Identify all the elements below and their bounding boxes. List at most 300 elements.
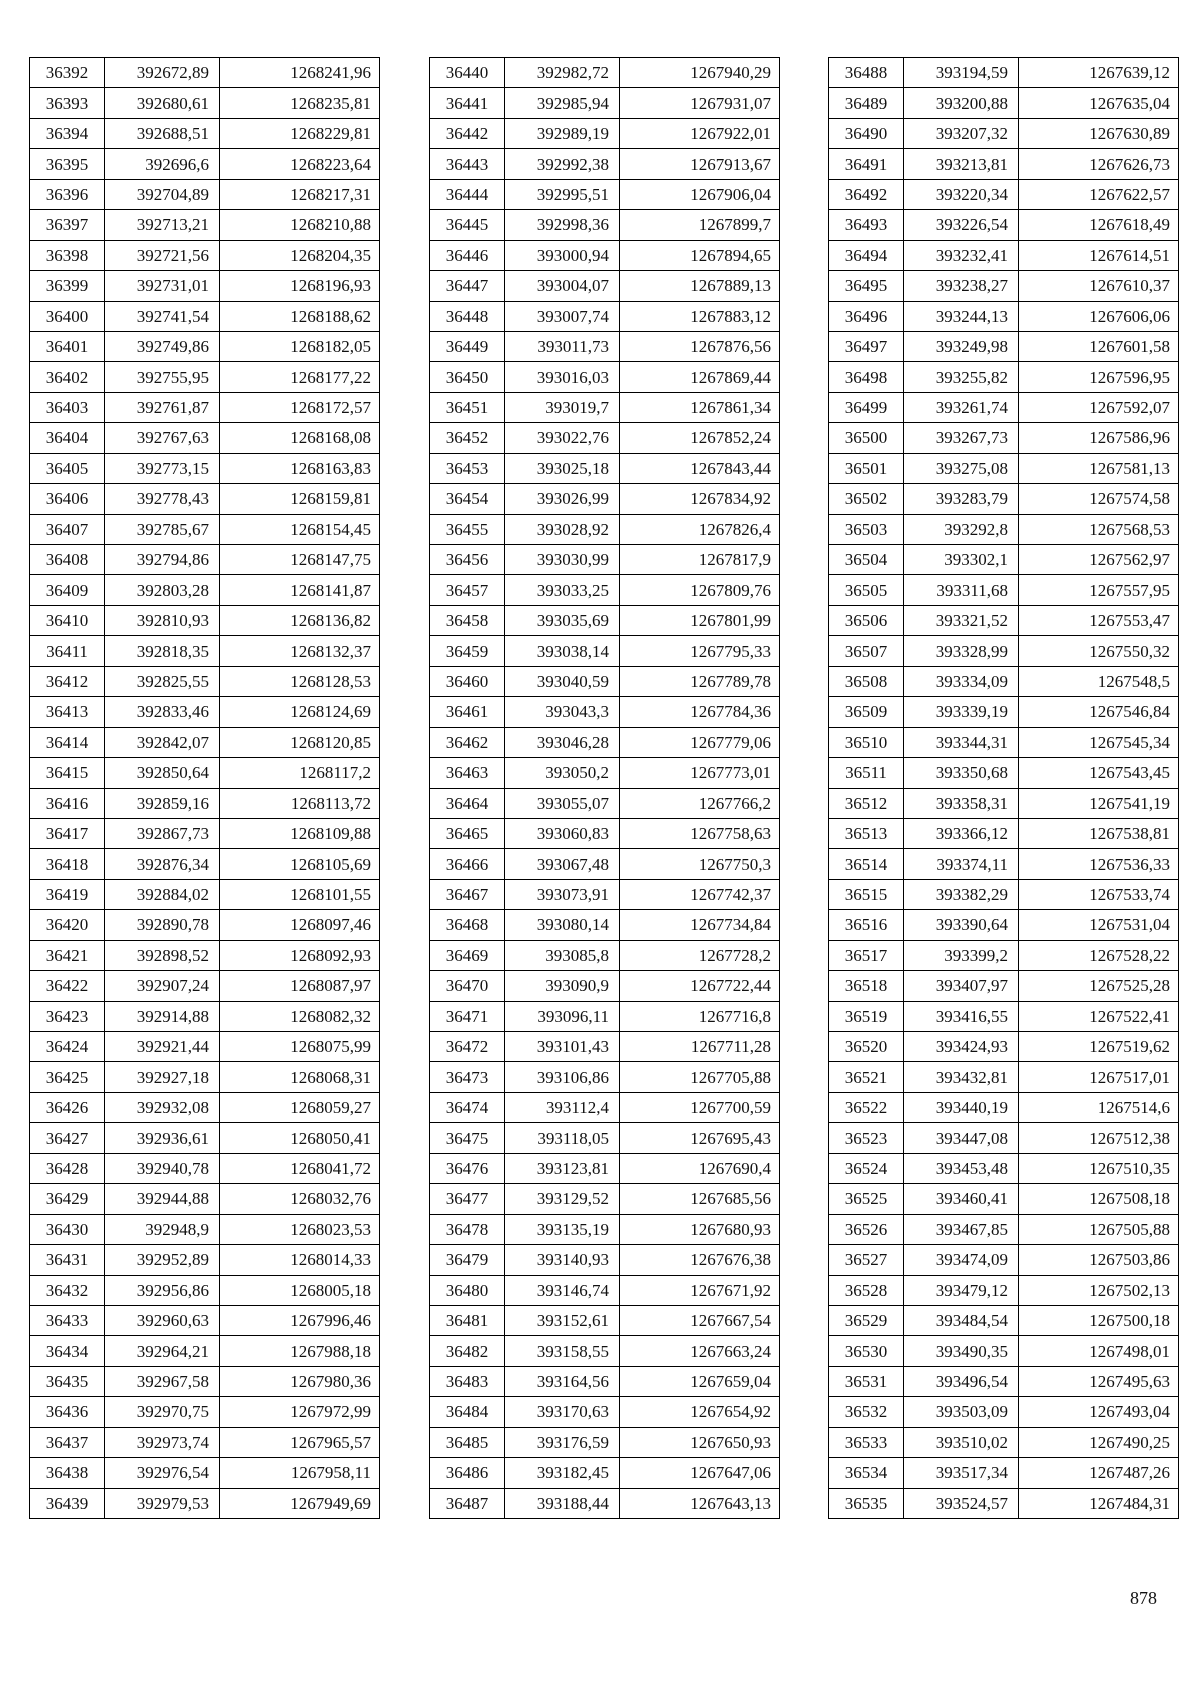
table-row bbox=[430, 423, 780, 453]
table-row bbox=[430, 331, 780, 361]
y-coordinate-cell: 1267663,24 bbox=[620, 1336, 780, 1366]
point-number-cell: 36522 bbox=[829, 1092, 904, 1122]
table-row bbox=[829, 1488, 1179, 1518]
point-number-cell: 36409 bbox=[30, 575, 105, 605]
y-coordinate-cell: 1268097,46 bbox=[220, 910, 380, 940]
x-coordinate-cell: 393170,63 bbox=[505, 1397, 620, 1427]
point-number-cell: 36531 bbox=[829, 1366, 904, 1396]
y-coordinate-cell: 1267705,88 bbox=[620, 1062, 780, 1092]
x-coordinate-cell: 393344,31 bbox=[904, 727, 1019, 757]
y-coordinate-cell: 1268087,97 bbox=[220, 971, 380, 1001]
point-number-cell: 36514 bbox=[829, 849, 904, 879]
point-number-cell: 36426 bbox=[30, 1092, 105, 1122]
table-row bbox=[30, 1336, 380, 1366]
y-coordinate-cell: 1267690,4 bbox=[620, 1153, 780, 1183]
point-number-cell: 36440 bbox=[430, 58, 505, 88]
y-coordinate-cell: 1267508,18 bbox=[1019, 1184, 1179, 1214]
coordinate-table-1 bbox=[29, 57, 380, 1519]
x-coordinate-cell: 393490,35 bbox=[904, 1336, 1019, 1366]
point-number-cell: 36491 bbox=[829, 149, 904, 179]
y-coordinate-cell: 1268196,93 bbox=[220, 271, 380, 301]
table-row bbox=[430, 545, 780, 575]
y-coordinate-cell: 1267834,92 bbox=[620, 484, 780, 514]
y-coordinate-cell: 1267779,06 bbox=[620, 727, 780, 757]
x-coordinate-cell: 393213,81 bbox=[904, 149, 1019, 179]
x-coordinate-cell: 393496,54 bbox=[904, 1366, 1019, 1396]
point-number-cell: 36412 bbox=[30, 666, 105, 696]
y-coordinate-cell: 1268032,76 bbox=[220, 1184, 380, 1214]
table-row bbox=[829, 1062, 1179, 1092]
table-row bbox=[829, 727, 1179, 757]
x-coordinate-cell: 392998,36 bbox=[505, 210, 620, 240]
table-row bbox=[829, 1184, 1179, 1214]
x-coordinate-cell: 393302,1 bbox=[904, 545, 1019, 575]
y-coordinate-cell: 1267773,01 bbox=[620, 758, 780, 788]
point-number-cell: 36515 bbox=[829, 879, 904, 909]
point-number-cell: 36436 bbox=[30, 1397, 105, 1427]
x-coordinate-cell: 392850,64 bbox=[105, 758, 220, 788]
y-coordinate-cell: 1267548,5 bbox=[1019, 666, 1179, 696]
point-number-cell: 36497 bbox=[829, 331, 904, 361]
table-row bbox=[30, 1092, 380, 1122]
x-coordinate-cell: 393019,7 bbox=[505, 392, 620, 422]
table-row bbox=[430, 58, 780, 88]
y-coordinate-cell: 1268223,64 bbox=[220, 149, 380, 179]
y-coordinate-cell: 1267503,86 bbox=[1019, 1245, 1179, 1275]
y-coordinate-cell: 1267940,29 bbox=[620, 58, 780, 88]
x-coordinate-cell: 392944,88 bbox=[105, 1184, 220, 1214]
point-number-cell: 36431 bbox=[30, 1245, 105, 1275]
point-number-cell: 36428 bbox=[30, 1153, 105, 1183]
y-coordinate-cell: 1267654,92 bbox=[620, 1397, 780, 1427]
point-number-cell: 36418 bbox=[30, 849, 105, 879]
x-coordinate-cell: 392688,51 bbox=[105, 118, 220, 148]
x-coordinate-cell: 393090,9 bbox=[505, 971, 620, 1001]
x-coordinate-cell: 393407,97 bbox=[904, 971, 1019, 1001]
x-coordinate-cell: 393067,48 bbox=[505, 849, 620, 879]
y-coordinate-cell: 1267980,36 bbox=[220, 1366, 380, 1396]
table-row bbox=[30, 1488, 380, 1518]
table-row bbox=[30, 545, 380, 575]
table-row bbox=[30, 423, 380, 453]
coordinate-table-2 bbox=[429, 57, 780, 1519]
point-number-cell: 36477 bbox=[430, 1184, 505, 1214]
x-coordinate-cell: 392803,28 bbox=[105, 575, 220, 605]
y-coordinate-cell: 1267650,93 bbox=[620, 1427, 780, 1457]
x-coordinate-cell: 393220,34 bbox=[904, 179, 1019, 209]
y-coordinate-cell: 1267852,24 bbox=[620, 423, 780, 453]
x-coordinate-cell: 392672,89 bbox=[105, 58, 220, 88]
x-coordinate-cell: 393101,43 bbox=[505, 1032, 620, 1062]
y-coordinate-cell: 1267889,13 bbox=[620, 271, 780, 301]
y-coordinate-cell: 1267906,04 bbox=[620, 179, 780, 209]
table-row bbox=[30, 1366, 380, 1396]
point-number-cell: 36454 bbox=[430, 484, 505, 514]
x-coordinate-cell: 392833,46 bbox=[105, 697, 220, 727]
x-coordinate-cell: 392794,86 bbox=[105, 545, 220, 575]
x-coordinate-cell: 392867,73 bbox=[105, 818, 220, 848]
table-row bbox=[430, 879, 780, 909]
x-coordinate-cell: 393207,32 bbox=[904, 118, 1019, 148]
table-row bbox=[829, 788, 1179, 818]
point-number-cell: 36461 bbox=[430, 697, 505, 727]
y-coordinate-cell: 1267498,01 bbox=[1019, 1336, 1179, 1366]
point-number-cell: 36419 bbox=[30, 879, 105, 909]
y-coordinate-cell: 1267809,76 bbox=[620, 575, 780, 605]
x-coordinate-cell: 392680,61 bbox=[105, 88, 220, 118]
x-coordinate-cell: 392992,38 bbox=[505, 149, 620, 179]
x-coordinate-cell: 393106,86 bbox=[505, 1062, 620, 1092]
x-coordinate-cell: 392704,89 bbox=[105, 179, 220, 209]
point-number-cell: 36494 bbox=[829, 240, 904, 270]
x-coordinate-cell: 393226,54 bbox=[904, 210, 1019, 240]
y-coordinate-cell: 1267894,65 bbox=[620, 240, 780, 270]
point-number-cell: 36411 bbox=[30, 636, 105, 666]
x-coordinate-cell: 393000,94 bbox=[505, 240, 620, 270]
y-coordinate-cell: 1267512,38 bbox=[1019, 1123, 1179, 1153]
table-row bbox=[829, 545, 1179, 575]
point-number-cell: 36526 bbox=[829, 1214, 904, 1244]
y-coordinate-cell: 1268172,57 bbox=[220, 392, 380, 422]
y-coordinate-cell: 1268235,81 bbox=[220, 88, 380, 118]
x-coordinate-cell: 393440,19 bbox=[904, 1092, 1019, 1122]
point-number-cell: 36496 bbox=[829, 301, 904, 331]
y-coordinate-cell: 1267728,2 bbox=[620, 940, 780, 970]
y-coordinate-cell: 1267550,32 bbox=[1019, 636, 1179, 666]
point-number-cell: 36506 bbox=[829, 605, 904, 635]
table-row bbox=[30, 636, 380, 666]
x-coordinate-cell: 393232,41 bbox=[904, 240, 1019, 270]
x-coordinate-cell: 393073,91 bbox=[505, 879, 620, 909]
point-number-cell: 36499 bbox=[829, 392, 904, 422]
point-number-cell: 36520 bbox=[829, 1032, 904, 1062]
table-row bbox=[430, 118, 780, 148]
y-coordinate-cell: 1268159,81 bbox=[220, 484, 380, 514]
x-coordinate-cell: 392825,55 bbox=[105, 666, 220, 696]
table-row bbox=[30, 484, 380, 514]
point-number-cell: 36439 bbox=[30, 1488, 105, 1518]
y-coordinate-cell: 1268117,2 bbox=[220, 758, 380, 788]
point-number-cell: 36481 bbox=[430, 1305, 505, 1335]
table-row bbox=[829, 1001, 1179, 1031]
x-coordinate-cell: 392773,15 bbox=[105, 453, 220, 483]
point-number-cell: 36424 bbox=[30, 1032, 105, 1062]
y-coordinate-cell: 1268168,08 bbox=[220, 423, 380, 453]
table-row bbox=[829, 58, 1179, 88]
table-row bbox=[30, 1214, 380, 1244]
y-coordinate-cell: 1267546,84 bbox=[1019, 697, 1179, 727]
table-row bbox=[30, 1032, 380, 1062]
x-coordinate-cell: 393158,55 bbox=[505, 1336, 620, 1366]
table-row bbox=[30, 1245, 380, 1275]
x-coordinate-cell: 393085,8 bbox=[505, 940, 620, 970]
x-coordinate-cell: 392948,9 bbox=[105, 1214, 220, 1244]
y-coordinate-cell: 1267517,01 bbox=[1019, 1062, 1179, 1092]
point-number-cell: 36425 bbox=[30, 1062, 105, 1092]
point-number-cell: 36509 bbox=[829, 697, 904, 727]
point-number-cell: 36446 bbox=[430, 240, 505, 270]
y-coordinate-cell: 1267801,99 bbox=[620, 605, 780, 635]
point-number-cell: 36487 bbox=[430, 1488, 505, 1518]
table-row bbox=[829, 605, 1179, 635]
point-number-cell: 36435 bbox=[30, 1366, 105, 1396]
table-row bbox=[430, 1336, 780, 1366]
table-row bbox=[829, 1458, 1179, 1488]
table-row bbox=[30, 210, 380, 240]
table-row bbox=[430, 1397, 780, 1427]
x-coordinate-cell: 393460,41 bbox=[904, 1184, 1019, 1214]
x-coordinate-cell: 392956,86 bbox=[105, 1275, 220, 1305]
point-number-cell: 36493 bbox=[829, 210, 904, 240]
x-coordinate-cell: 392976,54 bbox=[105, 1458, 220, 1488]
y-coordinate-cell: 1267695,43 bbox=[620, 1123, 780, 1153]
y-coordinate-cell: 1267861,34 bbox=[620, 392, 780, 422]
x-coordinate-cell: 392989,19 bbox=[505, 118, 620, 148]
x-coordinate-cell: 393275,08 bbox=[904, 453, 1019, 483]
y-coordinate-cell: 1268141,87 bbox=[220, 575, 380, 605]
point-number-cell: 36398 bbox=[30, 240, 105, 270]
point-number-cell: 36495 bbox=[829, 271, 904, 301]
table-row bbox=[829, 1305, 1179, 1335]
y-coordinate-cell: 1267519,62 bbox=[1019, 1032, 1179, 1062]
y-coordinate-cell: 1268068,31 bbox=[220, 1062, 380, 1092]
point-number-cell: 36535 bbox=[829, 1488, 904, 1518]
point-number-cell: 36445 bbox=[430, 210, 505, 240]
table-row bbox=[30, 1458, 380, 1488]
x-coordinate-cell: 393467,85 bbox=[904, 1214, 1019, 1244]
table-row bbox=[829, 453, 1179, 483]
y-coordinate-cell: 1267789,78 bbox=[620, 666, 780, 696]
point-number-cell: 36413 bbox=[30, 697, 105, 727]
table-row bbox=[30, 849, 380, 879]
table-row bbox=[30, 1305, 380, 1335]
y-coordinate-cell: 1267972,99 bbox=[220, 1397, 380, 1427]
table-row bbox=[430, 1245, 780, 1275]
x-coordinate-cell: 393267,73 bbox=[904, 423, 1019, 453]
table-row bbox=[30, 392, 380, 422]
point-number-cell: 36456 bbox=[430, 545, 505, 575]
x-coordinate-cell: 392932,08 bbox=[105, 1092, 220, 1122]
table-row bbox=[30, 727, 380, 757]
point-number-cell: 36453 bbox=[430, 453, 505, 483]
table-row bbox=[430, 1001, 780, 1031]
x-coordinate-cell: 392970,75 bbox=[105, 1397, 220, 1427]
point-number-cell: 36430 bbox=[30, 1214, 105, 1244]
y-coordinate-cell: 1267562,97 bbox=[1019, 545, 1179, 575]
point-number-cell: 36447 bbox=[430, 271, 505, 301]
point-number-cell: 36434 bbox=[30, 1336, 105, 1366]
point-number-cell: 36470 bbox=[430, 971, 505, 1001]
table-row bbox=[430, 1092, 780, 1122]
x-coordinate-cell: 393321,52 bbox=[904, 605, 1019, 635]
point-number-cell: 36422 bbox=[30, 971, 105, 1001]
x-coordinate-cell: 393011,73 bbox=[505, 331, 620, 361]
y-coordinate-cell: 1267536,33 bbox=[1019, 849, 1179, 879]
x-coordinate-cell: 393028,92 bbox=[505, 514, 620, 544]
point-number-cell: 36433 bbox=[30, 1305, 105, 1335]
table-row bbox=[30, 118, 380, 148]
y-coordinate-cell: 1268105,69 bbox=[220, 849, 380, 879]
table-row bbox=[829, 940, 1179, 970]
point-number-cell: 36397 bbox=[30, 210, 105, 240]
x-coordinate-cell: 393479,12 bbox=[904, 1275, 1019, 1305]
y-coordinate-cell: 1268092,93 bbox=[220, 940, 380, 970]
table-row bbox=[30, 1275, 380, 1305]
y-coordinate-cell: 1268075,99 bbox=[220, 1032, 380, 1062]
y-coordinate-cell: 1267700,59 bbox=[620, 1092, 780, 1122]
point-number-cell: 36410 bbox=[30, 605, 105, 635]
point-number-cell: 36438 bbox=[30, 1458, 105, 1488]
point-number-cell: 36489 bbox=[829, 88, 904, 118]
y-coordinate-cell: 1267750,3 bbox=[620, 849, 780, 879]
y-coordinate-cell: 1267671,92 bbox=[620, 1275, 780, 1305]
y-coordinate-cell: 1267630,89 bbox=[1019, 118, 1179, 148]
point-number-cell: 36420 bbox=[30, 910, 105, 940]
table-row bbox=[30, 605, 380, 635]
x-coordinate-cell: 393176,59 bbox=[505, 1427, 620, 1457]
x-coordinate-cell: 392818,35 bbox=[105, 636, 220, 666]
y-coordinate-cell: 1267716,8 bbox=[620, 1001, 780, 1031]
y-coordinate-cell: 1267495,63 bbox=[1019, 1366, 1179, 1396]
point-number-cell: 36393 bbox=[30, 88, 105, 118]
table-row bbox=[430, 1214, 780, 1244]
table-row bbox=[430, 149, 780, 179]
y-coordinate-cell: 1268163,83 bbox=[220, 453, 380, 483]
table-row bbox=[829, 1397, 1179, 1427]
x-coordinate-cell: 393328,99 bbox=[904, 636, 1019, 666]
y-coordinate-cell: 1267606,06 bbox=[1019, 301, 1179, 331]
x-coordinate-cell: 393025,18 bbox=[505, 453, 620, 483]
x-coordinate-cell: 392921,44 bbox=[105, 1032, 220, 1062]
y-coordinate-cell: 1267545,34 bbox=[1019, 727, 1179, 757]
x-coordinate-cell: 393043,3 bbox=[505, 697, 620, 727]
y-coordinate-cell: 1268124,69 bbox=[220, 697, 380, 727]
table-row bbox=[430, 575, 780, 605]
x-coordinate-cell: 392982,72 bbox=[505, 58, 620, 88]
table-row bbox=[829, 758, 1179, 788]
point-number-cell: 36448 bbox=[430, 301, 505, 331]
table-row bbox=[829, 423, 1179, 453]
point-number-cell: 36403 bbox=[30, 392, 105, 422]
point-number-cell: 36460 bbox=[430, 666, 505, 696]
x-coordinate-cell: 393194,59 bbox=[904, 58, 1019, 88]
table-row bbox=[430, 605, 780, 635]
x-coordinate-cell: 393474,09 bbox=[904, 1245, 1019, 1275]
point-number-cell: 36513 bbox=[829, 818, 904, 848]
y-coordinate-cell: 1267922,01 bbox=[620, 118, 780, 148]
point-number-cell: 36534 bbox=[829, 1458, 904, 1488]
y-coordinate-cell: 1267843,44 bbox=[620, 453, 780, 483]
point-number-cell: 36450 bbox=[430, 362, 505, 392]
point-number-cell: 36432 bbox=[30, 1275, 105, 1305]
point-number-cell: 36479 bbox=[430, 1245, 505, 1275]
x-coordinate-cell: 393055,07 bbox=[505, 788, 620, 818]
table-row bbox=[430, 910, 780, 940]
table-row bbox=[430, 1458, 780, 1488]
point-number-cell: 36402 bbox=[30, 362, 105, 392]
point-number-cell: 36452 bbox=[430, 423, 505, 453]
point-number-cell: 36484 bbox=[430, 1397, 505, 1427]
point-number-cell: 36449 bbox=[430, 331, 505, 361]
point-number-cell: 36523 bbox=[829, 1123, 904, 1153]
point-number-cell: 36404 bbox=[30, 423, 105, 453]
point-number-cell: 36458 bbox=[430, 605, 505, 635]
table-row bbox=[430, 1153, 780, 1183]
table-row bbox=[430, 1427, 780, 1457]
y-coordinate-cell: 1267635,04 bbox=[1019, 88, 1179, 118]
table-row bbox=[430, 271, 780, 301]
point-number-cell: 36429 bbox=[30, 1184, 105, 1214]
table-row bbox=[30, 788, 380, 818]
y-coordinate-cell: 1267758,63 bbox=[620, 818, 780, 848]
x-coordinate-cell: 393292,8 bbox=[904, 514, 1019, 544]
table-row bbox=[430, 1366, 780, 1396]
x-coordinate-cell: 392927,18 bbox=[105, 1062, 220, 1092]
table-row bbox=[829, 575, 1179, 605]
y-coordinate-cell: 1267586,96 bbox=[1019, 423, 1179, 453]
y-coordinate-cell: 1267742,37 bbox=[620, 879, 780, 909]
point-number-cell: 36486 bbox=[430, 1458, 505, 1488]
x-coordinate-cell: 393399,2 bbox=[904, 940, 1019, 970]
table-row bbox=[829, 1275, 1179, 1305]
page-number: 878 bbox=[1130, 1588, 1157, 1608]
point-number-cell: 36528 bbox=[829, 1275, 904, 1305]
x-coordinate-cell: 393112,4 bbox=[505, 1092, 620, 1122]
table-row bbox=[829, 1214, 1179, 1244]
table-row bbox=[30, 1427, 380, 1457]
point-number-cell: 36517 bbox=[829, 940, 904, 970]
y-coordinate-cell: 1267505,88 bbox=[1019, 1214, 1179, 1244]
table-row bbox=[30, 301, 380, 331]
y-coordinate-cell: 1267493,04 bbox=[1019, 1397, 1179, 1427]
x-coordinate-cell: 393350,68 bbox=[904, 758, 1019, 788]
x-coordinate-cell: 393255,82 bbox=[904, 362, 1019, 392]
x-coordinate-cell: 393244,13 bbox=[904, 301, 1019, 331]
x-coordinate-cell: 393152,61 bbox=[505, 1305, 620, 1335]
y-coordinate-cell: 1267490,25 bbox=[1019, 1427, 1179, 1457]
y-coordinate-cell: 1267958,11 bbox=[220, 1458, 380, 1488]
y-coordinate-cell: 1268229,81 bbox=[220, 118, 380, 148]
point-number-cell: 36467 bbox=[430, 879, 505, 909]
table-row bbox=[430, 179, 780, 209]
point-number-cell: 36396 bbox=[30, 179, 105, 209]
point-number-cell: 36401 bbox=[30, 331, 105, 361]
x-coordinate-cell: 393140,93 bbox=[505, 1245, 620, 1275]
point-number-cell: 36502 bbox=[829, 484, 904, 514]
table-row bbox=[30, 1123, 380, 1153]
point-number-cell: 36474 bbox=[430, 1092, 505, 1122]
table-row bbox=[829, 666, 1179, 696]
point-number-cell: 36504 bbox=[829, 545, 904, 575]
table-row bbox=[829, 879, 1179, 909]
x-coordinate-cell: 392842,07 bbox=[105, 727, 220, 757]
point-number-cell: 36399 bbox=[30, 271, 105, 301]
table-row bbox=[829, 392, 1179, 422]
point-number-cell: 36457 bbox=[430, 575, 505, 605]
x-coordinate-cell: 393510,02 bbox=[904, 1427, 1019, 1457]
table-row bbox=[430, 971, 780, 1001]
x-coordinate-cell: 393016,03 bbox=[505, 362, 620, 392]
y-coordinate-cell: 1267734,84 bbox=[620, 910, 780, 940]
table-row bbox=[430, 940, 780, 970]
x-coordinate-cell: 393007,74 bbox=[505, 301, 620, 331]
point-number-cell: 36444 bbox=[430, 179, 505, 209]
x-coordinate-cell: 392713,21 bbox=[105, 210, 220, 240]
y-coordinate-cell: 1267766,2 bbox=[620, 788, 780, 818]
point-number-cell: 36405 bbox=[30, 453, 105, 483]
y-coordinate-cell: 1267913,67 bbox=[620, 149, 780, 179]
x-coordinate-cell: 393334,09 bbox=[904, 666, 1019, 696]
